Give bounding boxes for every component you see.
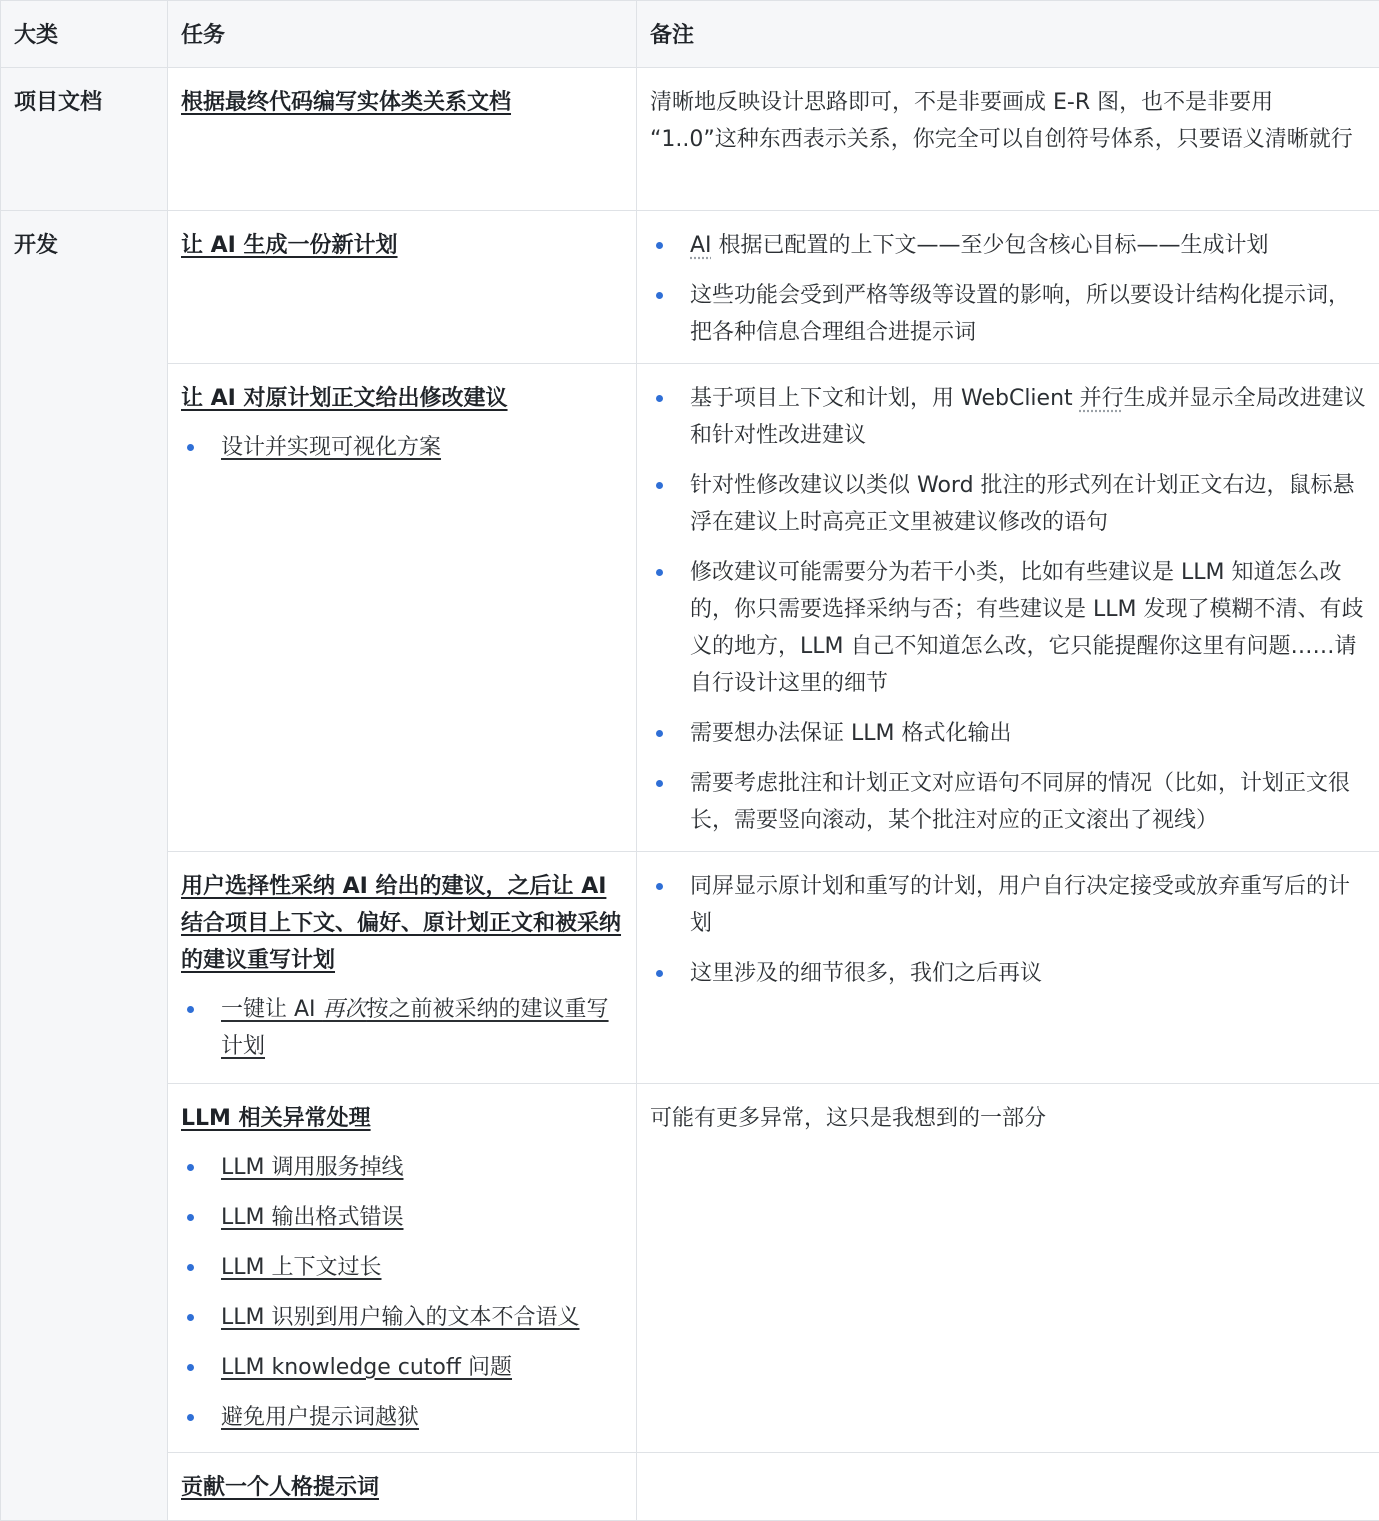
table-row: [1, 1453, 1379, 1521]
subtask-text: LLM 识别到用户输入的文本不合语义: [221, 1305, 580, 1330]
header-row: [1, 1, 1379, 68]
note-text: 这里涉及的细节很多，我们之后再议: [690, 961, 1042, 986]
bullet-icon: [187, 1006, 194, 1013]
list-item: [181, 1199, 623, 1236]
task-cell: [168, 852, 637, 1084]
category-cell: 开发: [1, 211, 168, 1521]
bullet-icon: [656, 395, 663, 402]
subtask-list: [181, 991, 623, 1065]
note-cell: 可能有更多异常，这只是我想到的一部分: [637, 1084, 1379, 1453]
note-text: 修改建议可能需要分为若干小类，比如有些建议是 LLM 知道怎么改的，你只需要选择采纳与否；有些建议是 LLM 发现了模糊不清、有歧义的地方，LLM 自己不知道怎么改，它只能提醒你这里有问题……请自行设计这里的细节: [690, 560, 1363, 696]
bullet-icon: [656, 569, 663, 576]
bullet-icon: [187, 444, 194, 451]
note-text: 根据已配置的上下文——至少包含核心目标——生成计划: [712, 233, 1269, 258]
task-cell: [168, 211, 637, 364]
bullet-icon: [656, 780, 663, 787]
header-note: 备注: [637, 1, 1379, 68]
subtask-text: LLM 输出格式错误: [221, 1205, 404, 1230]
subtask-text-part: 按之前被采纳的建议重写计划: [221, 997, 609, 1059]
ai-term: AI: [690, 233, 712, 258]
task-title: 根据最终代码编写实体类关系文档: [181, 90, 511, 115]
task-title: 贡献一个人格提示词: [181, 1475, 379, 1500]
bullet-icon: [187, 1214, 194, 1221]
table-row: [1, 211, 1379, 364]
note-cell: [637, 852, 1379, 1084]
bullet-icon: [656, 883, 663, 890]
note-cell: [637, 211, 1379, 364]
list-item: [650, 227, 1366, 264]
task-title: LLM 相关异常处理: [181, 1106, 371, 1131]
list-item: [181, 991, 623, 1065]
bullet-icon: [656, 482, 663, 489]
note-text: 需要想办法保证 LLM 格式化输出: [690, 721, 1011, 746]
table-row: [1, 852, 1379, 1084]
task-cell: [168, 1453, 637, 1521]
bullet-icon: [656, 970, 663, 977]
list-item: [650, 955, 1366, 992]
note-list: [650, 868, 1366, 992]
task-title: 让 AI 对原计划正文给出修改建议: [181, 386, 508, 411]
subtask-list: [181, 1149, 623, 1436]
subtask-emphasis: 再次: [323, 997, 367, 1022]
note-text: 需要考虑批注和计划正文对应语句不同屏的情况（比如，计划正文很长，需要竖向滚动，某个批注对应的正文滚出了视线）: [690, 771, 1350, 833]
header-category: 大类: [1, 1, 168, 68]
note-cell: 清晰地反映设计思路即可，不是非要画成 E-R 图，也不是非要用 “1..0”这种东西表示关系，你完全可以自创符号体系，只要语义清晰就行: [637, 68, 1379, 211]
note-cell: [637, 1453, 1379, 1521]
bullet-icon: [187, 1164, 194, 1171]
list-item: [181, 1149, 623, 1186]
note-text: 这些功能会受到严格等级等设置的影响，所以要设计结构化提示词，把各种信息合理组合进提示词: [690, 283, 1350, 345]
task-title: 用户选择性采纳 AI 给出的建议，之后让 AI 结合项目上下文、偏好、原计划正文和被采纳的建议重写计划: [181, 874, 621, 973]
list-item: [650, 715, 1366, 752]
bullet-icon: [187, 1414, 194, 1421]
list-item: [650, 765, 1366, 839]
task-cell: [168, 68, 637, 211]
bullet-icon: [656, 292, 663, 299]
list-item: [181, 1349, 623, 1386]
parallel-term: 并行: [1080, 386, 1124, 411]
list-item: [181, 1299, 623, 1336]
subtask-text-part: 一键让 AI: [221, 997, 323, 1022]
bullet-icon: [656, 242, 663, 249]
bullet-icon: [187, 1314, 194, 1321]
task-cell: [168, 364, 637, 852]
subtask-text: LLM knowledge cutoff 问题: [221, 1355, 512, 1380]
note-text: 基于项目上下文和计划，用 WebClient: [690, 386, 1080, 411]
task-title: 让 AI 生成一份新计划: [181, 233, 398, 258]
subtask-text: LLM 调用服务掉线: [221, 1155, 404, 1180]
category-cell: 项目文档: [1, 68, 168, 211]
note-text: 针对性修改建议以类似 Word 批注的形式列在计划正文右边，鼠标悬浮在建议上时高亮正文里被建议修改的语句: [690, 473, 1355, 535]
task-cell: [168, 1084, 637, 1453]
bullet-icon: [187, 1364, 194, 1371]
list-item: [650, 277, 1366, 351]
list-item: [650, 554, 1366, 702]
bullet-icon: [187, 1264, 194, 1271]
list-item: [181, 1399, 623, 1436]
list-item: [181, 1249, 623, 1286]
subtask-text: 避免用户提示词越狱: [221, 1405, 419, 1430]
note-text: 同屏显示原计划和重写的计划，用户自行决定接受或放弃重写后的计划: [690, 874, 1350, 936]
list-item: [650, 868, 1366, 942]
subtask-text: LLM 上下文过长: [221, 1255, 382, 1280]
list-item: [650, 467, 1366, 541]
table-row: [1, 1084, 1379, 1453]
subtask-text: 设计并实现可视化方案: [221, 435, 441, 460]
list-item: [181, 429, 623, 466]
note-list: [650, 380, 1366, 839]
note-text: 生成并显示全局改进建议和针对性改进建议: [690, 386, 1366, 448]
table-row: [1, 68, 1379, 211]
bullet-icon: [656, 730, 663, 737]
subtask-list: [181, 429, 623, 466]
header-task: 任务: [168, 1, 637, 68]
list-item: [650, 380, 1366, 454]
note-list: [650, 227, 1366, 351]
table-row: [1, 364, 1379, 852]
subtask-text: [221, 997, 609, 1059]
note-cell: [637, 364, 1379, 852]
